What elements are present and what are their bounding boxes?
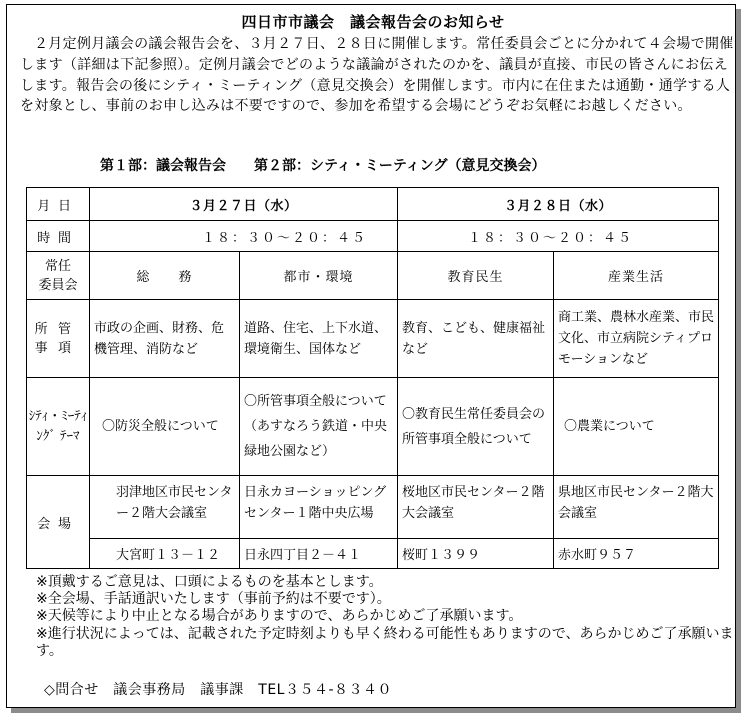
row-header-time: 時間 [27, 221, 90, 252]
venue-address: 赤水町９５７ [554, 539, 719, 569]
venue-name: 県地区市民センター２階大会議室 [554, 476, 719, 539]
jurisdiction-cell: 商工業、農林水産業、市民文化、市立病院シティプロモーションなど [554, 300, 719, 378]
committee-cell: 教育民生 [398, 252, 554, 300]
row-header-theme [27, 378, 90, 476]
table-row [27, 378, 719, 476]
intro-text [20, 34, 734, 117]
row-header-line: 所管 [34, 321, 82, 337]
row-header-line: 事項 [34, 340, 82, 356]
intro-paragraph: ２月定例月議会の議会報告会を、３月２７日、２８日に開催します。常任委員会ごとに分かれて４会場で開催します（詳細は下記参照）。定例月議会でどのような議論がされたのかを、議員が直接、市民の皆さんにお伝えします。報告会の後にシティ・ミーティング（意見交換会）を開催します。市内に在住または通勤・通学する人を対象とし、事前のお申し込みは不要ですので、参加を希望する会場にどうぞお気軽にお越しください。 [20, 36, 734, 115]
jurisdiction-cell: 教育、こども、健康福祉など [398, 300, 554, 378]
venue-name: 羽津地区市民センター２階大会議室 [90, 476, 240, 539]
row-header-date: 月日 [27, 188, 90, 221]
committee-cell: 産業生活 [554, 252, 719, 300]
date-cell: ３月２７日（水） [90, 188, 398, 221]
jurisdiction-cell: 道路、住宅、上下水道、環境衛生、国体など [240, 300, 398, 378]
theme-cell: 〇所管事項全般について（あすなろう鉄道・中央緑地公園など） [240, 378, 398, 476]
table-row [27, 539, 719, 569]
row-header-line: ｼﾃｨ・ﾐｰﾃｨ [28, 408, 88, 424]
table-row [27, 476, 719, 539]
table-row [27, 252, 719, 300]
time-cell: １８：３０～２０：４５ [398, 221, 719, 252]
jurisdiction-cell: 市政の企画、財務、危機管理、消防など [90, 300, 240, 378]
row-header-line: 委員会 [38, 277, 78, 293]
table-row [27, 300, 719, 378]
note-item: ※全会場、手話通訳いたします（事前予約は不要です）。 [36, 591, 391, 608]
schedule-table [26, 187, 719, 569]
program-parts: 第１部：議会報告会 第２部：シティ・ミーティング（意見交換会） [100, 158, 546, 174]
note-item: ※天候等により中止となる場合がありますので、あらかじめご了承願います。 [36, 608, 523, 625]
row-header-line: 常任 [44, 258, 71, 274]
theme-cell: 〇教育民生常任委員会の所管事項全般について [398, 378, 554, 476]
venue-name: 日永カヨーショッピングセンター１階中央広場 [240, 476, 398, 539]
theme-cell: 〇農業について [554, 378, 719, 476]
venue-address: 桜町１３９９ [398, 539, 554, 569]
row-header-venue: 会場 [27, 476, 90, 569]
note-item: ※頂戴するご意見は、口頭によるものを基本とします。 [36, 574, 383, 590]
contact-info: ◇問合せ 議会事務局 議事課 TEL３５４-８３４０ [44, 682, 393, 698]
row-header-committee [27, 252, 90, 300]
notes-list [36, 574, 736, 660]
date-cell: ３月２８日（水） [398, 188, 719, 221]
time-cell: １８：３０～２０：４５ [90, 221, 398, 252]
committee-cell: 総 務 [90, 252, 240, 300]
note-item: ※進行状況によっては、記載された予定時刻よりも早く終わる可能性もありますので、あらかじめご了承願います。 [36, 625, 734, 659]
table-row [27, 221, 719, 252]
committee-cell: 都市・環境 [240, 252, 398, 300]
venue-name: 桜地区市民センター２階大会議室 [398, 476, 554, 539]
row-header-line: ﾝｸﾞ ﾃｰﾏ [36, 428, 80, 444]
row-header-jurisdiction [27, 300, 90, 378]
theme-cell: 〇防災全般について [90, 378, 240, 476]
page-title: 四日市市議会 議会報告会のお知らせ [241, 13, 505, 31]
venue-address: 日永四丁目２－４１ [240, 539, 398, 569]
venue-address: 大宮町１３－１２ [90, 539, 240, 569]
table-row [27, 188, 719, 221]
